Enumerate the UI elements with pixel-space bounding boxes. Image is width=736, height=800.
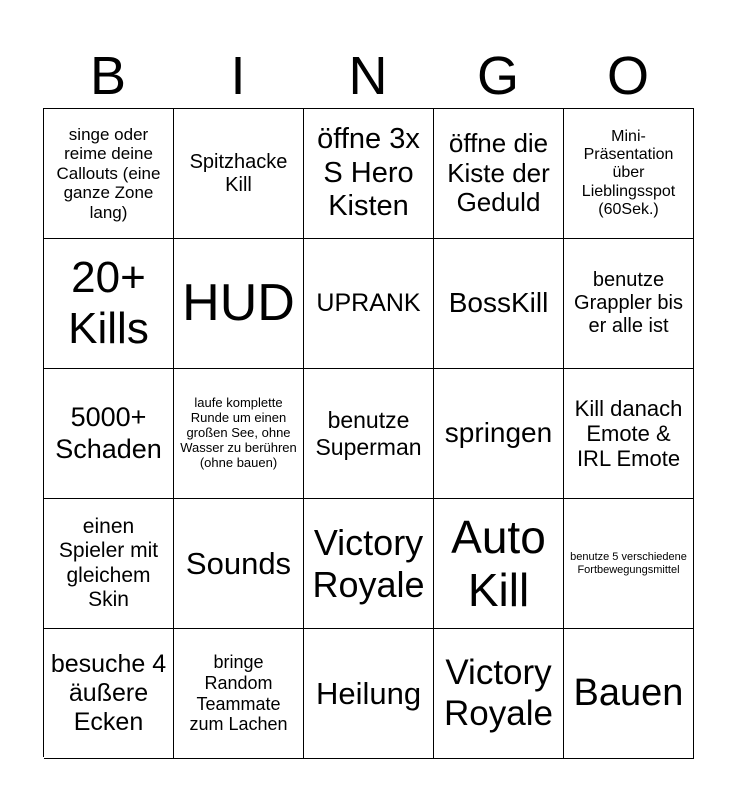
bingo-cell[interactable]: [174, 499, 304, 629]
cell-label: besuche 4 äußere Ecken: [50, 650, 167, 736]
bingo-cell[interactable]: [44, 499, 174, 629]
cell-label: bringe Random Teammate zum Lachen: [189, 652, 288, 735]
cell-label: Mini-Präsentation über Lieblingsspot (60Sek.): [581, 127, 676, 219]
bingo-cell[interactable]: [44, 109, 174, 239]
cell-label: Victory Royale: [444, 653, 553, 733]
bingo-cell[interactable]: [44, 239, 174, 369]
cell-label: öffne 3x S Hero Kisten: [317, 123, 420, 223]
cell-label: Victory Royale: [312, 522, 425, 605]
cell-label: Bauen: [573, 671, 684, 714]
header-letter-i: I: [230, 46, 246, 106]
bingo-cell[interactable]: [564, 239, 694, 369]
bingo-header: [43, 44, 693, 108]
bingo-cell[interactable]: [564, 499, 694, 629]
cell-label: Heilung: [315, 675, 422, 711]
cell-label: Sounds: [185, 545, 292, 581]
cell-label: benutze 5 verschiedene Fortbewegungsmittel: [570, 550, 687, 576]
header-letter-o: O: [606, 46, 649, 106]
cell-label: Spitzhacke Kill: [189, 150, 288, 196]
bingo-cell[interactable]: [304, 629, 434, 759]
bingo-board: [43, 108, 694, 757]
cell-label: 5000+ Schaden: [55, 402, 162, 464]
cell-label: Kill danach Emote & IRL Emote: [574, 395, 683, 472]
cell-label: HUD: [182, 273, 295, 332]
bingo-cell[interactable]: [174, 109, 304, 239]
cell-label: springen: [444, 417, 553, 449]
cell-label: öffne die Kiste der Geduld: [447, 127, 550, 218]
bingo-cell[interactable]: [434, 499, 564, 629]
header-letter-g: G: [476, 46, 519, 106]
bingo-cell[interactable]: [434, 109, 564, 239]
bingo-cell[interactable]: [564, 369, 694, 499]
cell-label: singe oder reime deine Callouts (eine ganze Zone lang): [56, 124, 161, 222]
bingo-cell[interactable]: [564, 629, 694, 759]
bingo-cell[interactable]: [434, 369, 564, 499]
bingo-cell[interactable]: [304, 109, 434, 239]
cell-label: Auto Kill: [451, 510, 546, 616]
header-letter-b: B: [89, 46, 127, 106]
bingo-cell[interactable]: [174, 239, 304, 369]
cell-label: einen Spieler mit gleichem Skin: [58, 515, 159, 611]
cell-label: 20+ Kills: [68, 252, 149, 353]
bingo-cell[interactable]: [44, 629, 174, 759]
bingo-cell[interactable]: [44, 369, 174, 499]
bingo-cell[interactable]: [434, 239, 564, 369]
bingo-cell[interactable]: [174, 369, 304, 499]
bingo-cell[interactable]: [304, 239, 434, 369]
cell-label: UPRANK: [316, 289, 421, 318]
bingo-cell[interactable]: [304, 499, 434, 629]
cell-label: laufe komplette Runde um einen großen See, ohne Wasser zu berühren (ohne bauen): [180, 395, 297, 470]
cell-label: benutze Superman: [315, 407, 422, 460]
bingo-cell[interactable]: [564, 109, 694, 239]
cell-label: BossKill: [448, 287, 549, 319]
bingo-cell[interactable]: [174, 629, 304, 759]
bingo-cell[interactable]: [434, 629, 564, 759]
cell-label: benutze Grappler bis er alle ist: [574, 269, 683, 337]
bingo-cell[interactable]: [304, 369, 434, 499]
header-letter-n: N: [348, 46, 388, 106]
